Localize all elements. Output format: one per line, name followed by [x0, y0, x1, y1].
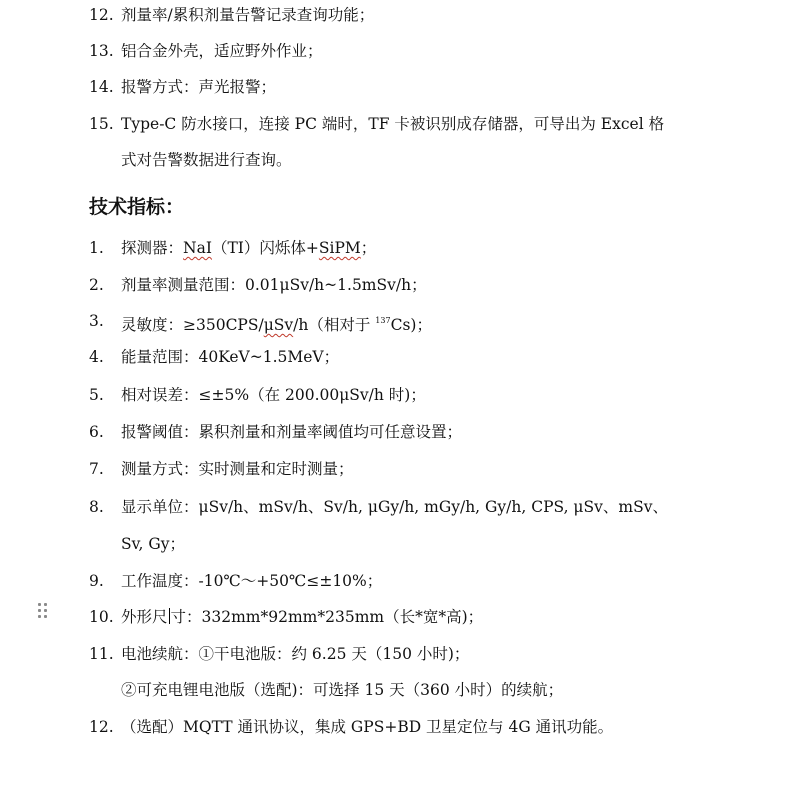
- item-number: 2.: [89, 276, 104, 294]
- text-segment: /h（相对于: [293, 316, 376, 334]
- item-text: 显示单位：μSv/h、mSv/h、Sv/h, μGy/h, mGy/h, Gy/h, CPS, μSv、mSv、: [121, 498, 668, 516]
- item-text: 能量范围：40KeV~1.5MeV；: [121, 348, 340, 366]
- item-text: 工作温度：-10℃～+50℃≤±10%；: [121, 572, 383, 590]
- item-text: [121, 306, 432, 340]
- item-number: 7.: [89, 460, 104, 478]
- text-segment: 灵敏度：≥350CPS/: [121, 316, 264, 334]
- item-text-continuation: 式对告警数据进行查询。: [121, 151, 292, 169]
- spellcheck-underlined-word: SiPM: [318, 239, 361, 257]
- item-text-continuation: ②可充电锂电池版（选配)：可选择 15 天（360 小时）的续航；: [121, 681, 564, 699]
- item-number: 12.: [89, 718, 114, 736]
- item-text: 铝合金外壳，适应野外作业；: [121, 42, 323, 60]
- item-number: 3.: [89, 312, 104, 330]
- spellcheck-underlined-word: μSv: [263, 316, 294, 334]
- item-number: 15.: [89, 115, 114, 133]
- item-text: 报警方式：声光报警；: [121, 78, 277, 96]
- item-text-continuation: Sv, Gy；: [121, 535, 186, 553]
- section-heading: 技术指标：: [89, 196, 185, 218]
- drag-handle-icon[interactable]: [38, 603, 50, 621]
- spellcheck-underlined-word: NaI: [183, 239, 212, 257]
- text-segment: 外形尺: [121, 608, 168, 626]
- item-text: [121, 233, 376, 263]
- item-number: 5.: [89, 386, 104, 404]
- text-segment: ；: [360, 239, 377, 257]
- item-text: Type-C 防水接口，连接 PC 端时，TF 卡被识别成存储器，可导出为 Excel 格: [121, 115, 665, 133]
- item-text: 剂量率/累积剂量告警记录查询功能；: [121, 6, 375, 24]
- item-text: 相对误差：≤±5%（在 200.00μSv/h 时)；: [121, 386, 426, 404]
- item-number: 10.: [89, 608, 114, 626]
- item-text[interactable]: [121, 602, 483, 632]
- superscript: 137: [375, 316, 391, 325]
- text-segment: Cs)；: [390, 316, 432, 334]
- item-number: 12.: [89, 6, 114, 24]
- item-number: 1.: [89, 239, 104, 257]
- item-number: 6.: [89, 423, 104, 441]
- item-number: 11.: [89, 645, 114, 663]
- item-number: 4.: [89, 348, 104, 366]
- text-segment: 寸：332mm*92mm*235mm（长*宽*高)；: [170, 608, 484, 626]
- item-number: 8.: [89, 498, 104, 516]
- text-cursor: [169, 608, 170, 624]
- item-text: （选配）MQTT 通讯协议，集成 GPS+BD 卫星定位与 4G 通讯功能。: [121, 718, 614, 736]
- item-text: 测量方式：实时测量和定时测量；: [121, 460, 354, 478]
- item-text: 剂量率测量范围：0.01μSv/h~1.5mSv/h；: [121, 276, 427, 294]
- item-number: 14.: [89, 78, 114, 96]
- item-number: 13.: [89, 42, 114, 60]
- text-segment: （TI）闪烁体+: [211, 239, 319, 257]
- item-text: 电池续航：①干电池版：约 6.25 天（150 小时)；: [121, 645, 470, 663]
- text-segment: 探测器：: [121, 239, 184, 257]
- item-text: 报警阈值：累积剂量和剂量率阈值均可任意设置；: [121, 423, 463, 441]
- item-number: 9.: [89, 572, 104, 590]
